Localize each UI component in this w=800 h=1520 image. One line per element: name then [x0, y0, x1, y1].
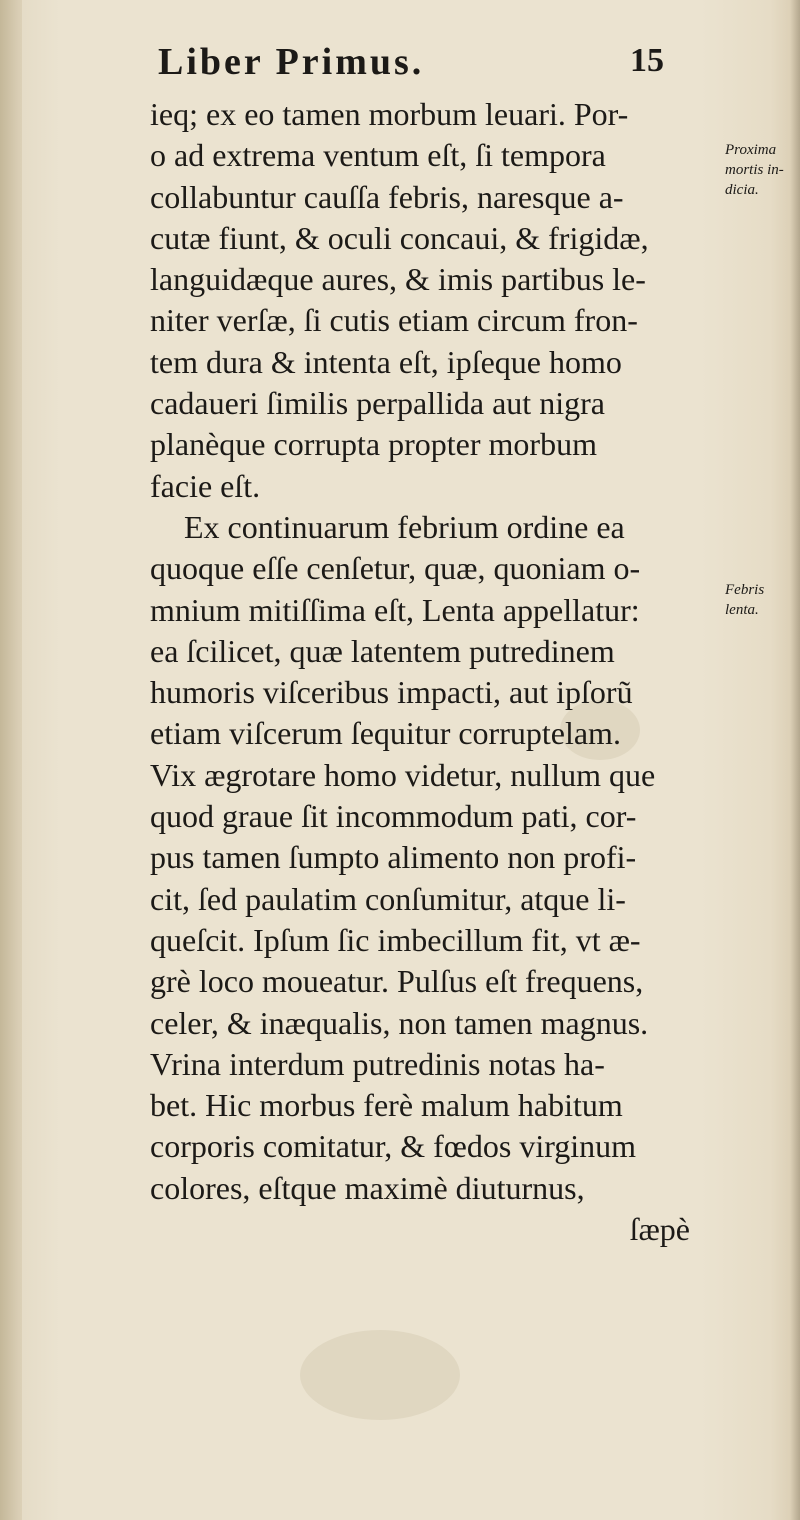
margin-note-line: Febris: [725, 582, 765, 598]
text-line: humoris viſceribus impacti, aut ipſorũ: [150, 674, 633, 711]
text-line: niter verſæ, ſi cutis etiam circum fron-: [150, 302, 638, 339]
catchword: ſæpè: [629, 1211, 690, 1248]
text-line: languidæque aures, & imis partibus le-: [150, 261, 646, 298]
text-line: ea ſcilicet, quæ latentem putredinem: [150, 632, 615, 669]
text-line: etiam viſcerum ſequitur corruptelam.: [150, 715, 621, 752]
running-title: Liber Primus.: [158, 41, 425, 83]
text-line: corporis comitatur, & fœdos virginum: [150, 1128, 637, 1165]
margin-note: [725, 580, 800, 620]
running-header: [150, 40, 670, 100]
text-line: Vix ægrotare homo videtur, nullum que: [150, 756, 656, 793]
text-line: pus tamen ſumpto alimento non profi-: [150, 839, 637, 876]
text-line: tem dura & intenta eſt, ipſeque homo: [150, 343, 622, 380]
text-line: collabuntur cauſſa febris, naresque a-: [150, 178, 624, 215]
text-line: facie eſt.: [150, 467, 261, 504]
margin-note-line: Proxima: [725, 142, 777, 158]
page-gutter: [0, 0, 22, 1520]
text-line: colores, eſtque maximè diuturnus,: [150, 1169, 585, 1206]
text-line: mnium mitiſſima eſt, Lenta appellatur:: [150, 591, 640, 628]
text-line: planèque corrupta propter morbum: [150, 426, 597, 463]
margin-note-line: lenta.: [725, 602, 759, 618]
text-line: quod graue ſit incommodum pati, cor-: [150, 798, 637, 835]
text-line: grè loco moueatur. Pulſus eſt frequens,: [150, 963, 644, 1000]
page-edge-shadow: [790, 0, 800, 1520]
text-line: ieq; ex eo tamen morbum leuari. Por-: [150, 96, 629, 132]
text-line: celer, & inæqualis, non tamen magnus.: [150, 1004, 649, 1041]
margin-note: [725, 140, 800, 200]
text-line: Vrina interdum putredinis notas ha-: [150, 1045, 605, 1082]
text-line: o ad extrema ventum eſt, ſi tempora: [150, 137, 606, 174]
paragraph-start-line: Ex continuarum febrium ordine ea: [184, 508, 625, 545]
text-line: cadaueri ſimilis perpallida aut nigra: [150, 385, 605, 422]
body-text: [150, 94, 730, 1250]
text-line: queſcit. Ipſum ſic imbecillum fit, vt æ-: [150, 921, 641, 958]
paper-stain: [300, 1330, 460, 1420]
text-line: quoque eſſe cenſetur, quæ, quoniam o-: [150, 550, 641, 587]
text-line: cit, ſed paulatim conſumitur, atque li-: [150, 880, 626, 917]
text-line: cutæ fiunt, & oculi concaui, & frigidæ,: [150, 219, 649, 256]
margin-note-line: dicia.: [725, 182, 759, 198]
page-number: 15: [630, 42, 664, 79]
text-line: bet. Hic morbus ferè malum habitum: [150, 1087, 623, 1124]
margin-note-line: mortis in-: [725, 162, 784, 178]
